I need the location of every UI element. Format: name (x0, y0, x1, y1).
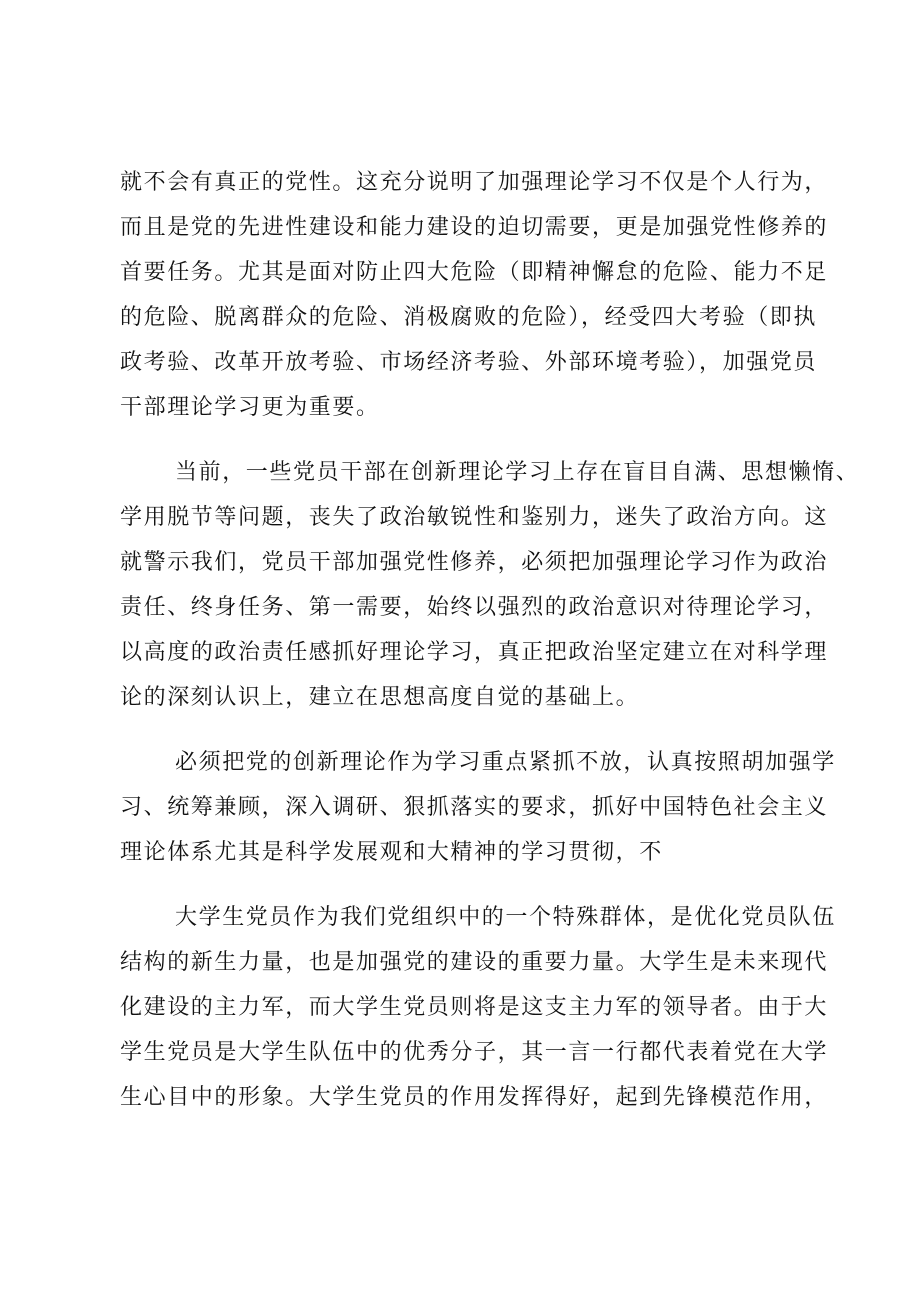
text-line: 大学生党员作为我们党组织中的一个特殊群体，是优化党员队伍 (175, 905, 836, 930)
text-line: 学用脱节等问题，丧失了政治敏锐性和鉴别力，迷失了政治方向。这 (120, 505, 829, 530)
text-line: 就警示我们，党员干部加强党性修养，必须把加强理论学习作为政治 (120, 550, 829, 575)
text-line: 当前，一些党员干部在创新理论学习上存在盲目自满、思想懒惰、 (175, 460, 860, 485)
text-line: 习、统筹兼顾，深入调研、狠抓落实的要求，抓好中国特色社会主义 (120, 795, 829, 820)
text-line: 生心目中的形象。大学生党员的作用发挥得好，起到先锋模范作用， (120, 1085, 829, 1110)
text-line: 的危险、脱离群众的危险、消极腐败的危险），经受四大考验（即执 (120, 305, 818, 330)
text-line: 政考验、改革开放考验、市场经济考验、外部环境考验），加强党员 (120, 350, 818, 375)
text-line: 必须把党的创新理论作为学习重点紧抓不放，认真按照胡加强学 (175, 750, 836, 775)
text-line: 结构的新生力量，也是加强党的建设的重要力量。大学生是未来现代 (120, 950, 829, 975)
text-line: 论的深刻认识上，建立在思想高度自觉的基础上。 (120, 685, 640, 710)
text-line: 首要任务。尤其是面对防止四大危险（即精神懈怠的危险、能力不足 (120, 260, 829, 285)
text-line: 而且是党的先进性建设和能力建设的迫切需要，更是加强党性修养的 (120, 215, 829, 240)
text-line: 以高度的政治责任感抓好理论学习，真正把政治坚定建立在对科学理 (120, 640, 829, 665)
text-line: 学生党员是大学生队伍中的优秀分子，其一言一行都代表着党在大学 (120, 1040, 829, 1065)
text-line: 干部理论学习更为重要。 (120, 395, 380, 420)
text-line: 责任、终身任务、第一需要，始终以强烈的政治意识对待理论学习， (120, 595, 829, 620)
text-line: 理论体系尤其是科学发展观和大精神的学习贯彻，不 (120, 840, 663, 865)
text-line: 就不会有真正的党性。这充分说明了加强理论学习不仅是个人行为， (120, 170, 829, 195)
text-line: 化建设的主力军，而大学生党员则将是这支主力军的领导者。由于大 (120, 995, 829, 1020)
